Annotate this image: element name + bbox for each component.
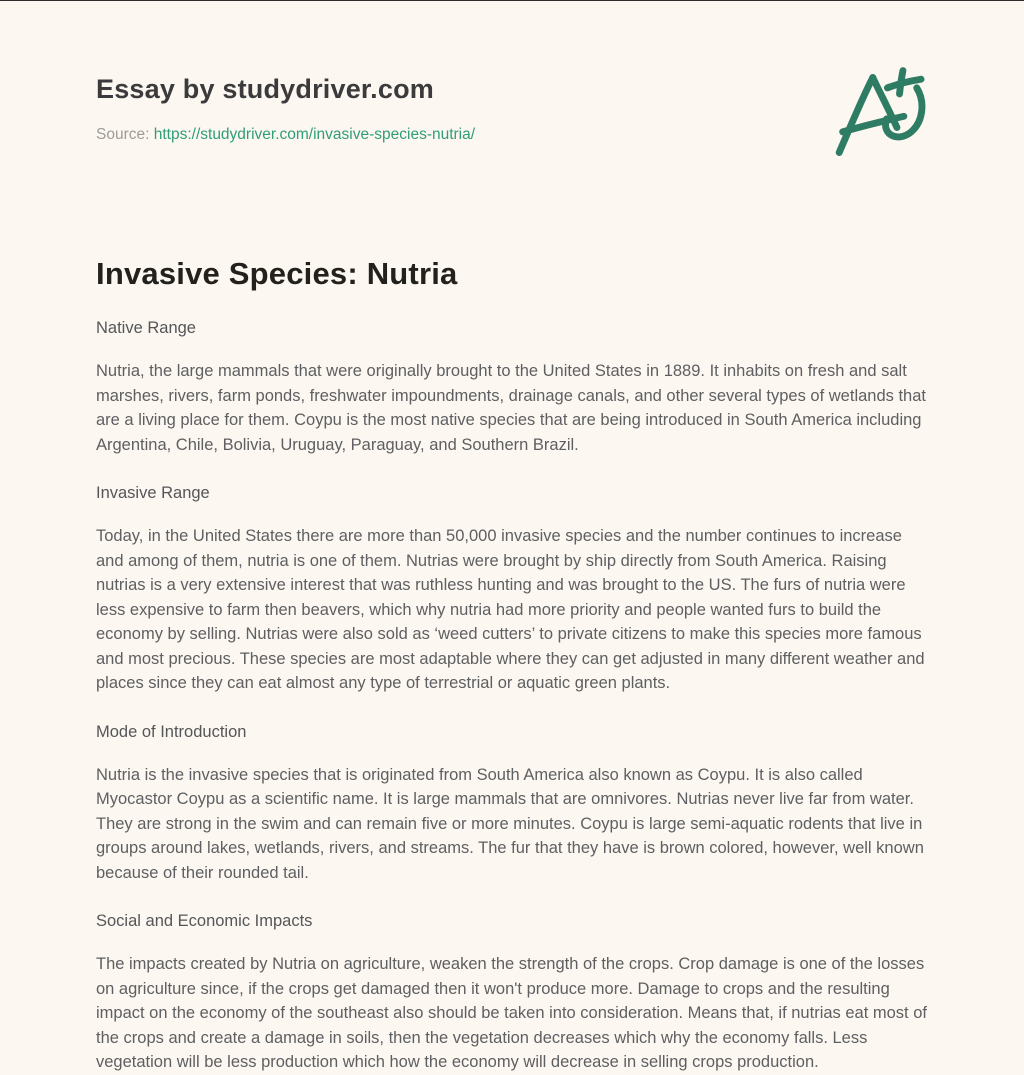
section-heading-native-range: Native Range (96, 319, 196, 337)
source-row (96, 126, 930, 144)
essay-title: Invasive Species: Nutria (96, 256, 458, 291)
section-heading-invasive-range: Invasive Range (96, 484, 210, 502)
section-body-social-economic-impacts: The impacts created by Nutria on agriculture, weaken the strength of the crops. Crop damage is one of the losses on agriculture since, if the crops get damaged then it won't produce more. Damage to crops and the resulting impact on the economy of the southeast also should be taken into consideration. Means that, if nutrias eat most of the crops and create a damage in soils, then the vegetation decreases which why the economy falls. Less vegetation will be less production which how the economy will decrease in selling crops production. (96, 955, 927, 1071)
section-body-invasive-range: Today, in the United States there are more than 50,000 invasive species and the number continues to increase and among of them, nutria is one of them. Nutrias were brought by ship directly from South America. Raising nutrias is a very extensive interest that was ruthless hunting and was brought to the US. The furs of nutria were less expensive to farm then beavers, which why nutria had more priority and people wanted furs to build the economy by selling. Nutrias were also sold as ‘weed cutters’ to private citizens to make this species more famous and most precious. These species are most adaptable where they can get adjusted in many different weather and places since they can eat almost any type of terrestrial or aquatic green plants. (96, 527, 925, 692)
section-heading-mode-of-introduction: Mode of Introduction (96, 722, 247, 741)
a-plus-logo-icon (828, 62, 940, 162)
section-heading-social-economic-impacts: Social and Economic Impacts (96, 912, 313, 930)
section-body-mode-of-introduction: Nutria is the invasive species that is originated from South America also known as Coypu. It is also called Myocastor Coypu as a scientific name. It is large mammals that are omnivores. Nutrias never live far from water. They are strong in the swim and can remain five or more minutes. Coypu is large semi-aquatic rodents that live in groups around lakes, wetlands, rivers, and streams. The fur that they have is brown colored, however, well known because of their rounded tail. (96, 765, 924, 882)
page-title: Essay by studydriver.com (96, 74, 434, 104)
section-body-native-range: Nutria, the large mammals that were originally brought to the United States in 1889. It inhabits on fresh and salt marshes, rivers, farm ponds, freshwater impoundments, drainage canals, and other several types of wetlands that are a living place for them. Coypu is the most native species that are being introduced in South America including Argentina, Chile, Bolivia, Uruguay, Paraguay, and Southern Brazil. (96, 362, 926, 454)
source-link[interactable]: https://studydriver.com/invasive-species-nutria/ (153, 126, 476, 143)
source-label: Source: (96, 126, 150, 143)
